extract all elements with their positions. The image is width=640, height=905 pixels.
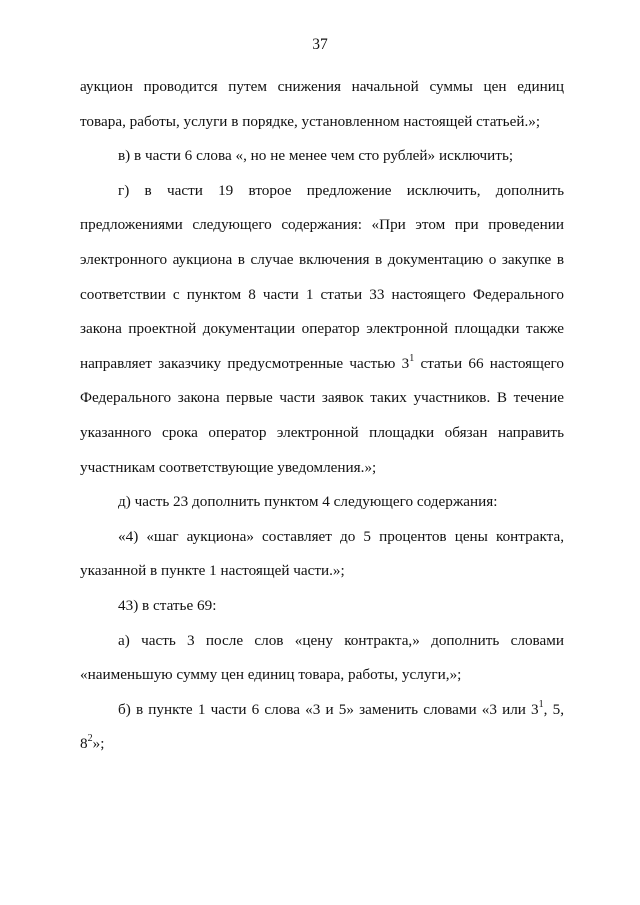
paragraph-item-a: а) часть 3 после слов «цену контракта,» дополнить словами «наименьшую сумму цен единиц товара, работы, услуги,»; <box>80 631 564 684</box>
paragraph-item-b <box>80 693 564 762</box>
paragraph-item-g-text: г) в части 19 второе предложение исключить, дополнить предложениями следующего содержания: «При этом при проведении электронного аукциона в случае включения в документацию о закупке в соответствии с пунктом 8 части 1 статьи 33 настоящего Федерального закона проектной документации оператор электронной площадки также направляет заказчику предусмотренные частью 3 <box>80 181 564 372</box>
paragraph-item-b-text: б) в пункте 1 части 6 слова «3 и 5» заменить словами «3 или 3 <box>118 700 539 718</box>
paragraph-item-g <box>80 174 564 485</box>
paragraph-auction-continuation: аукцион проводится путем снижения начальной суммы цен единиц товара, работы, услуги в порядке, установленном настоящей статьей.»; <box>80 78 564 130</box>
paragraph-item-b-text-after: »; <box>92 735 105 753</box>
paragraph-item-v: в) в части 6 слова «, но не менее чем сто рублей» исключить; <box>118 147 514 165</box>
paragraph-article-69: 43) в статье 69: <box>118 596 217 614</box>
superscript: 1 <box>538 698 544 710</box>
paragraph-item-d: д) часть 23 дополнить пунктом 4 следующего содержания: <box>118 493 498 511</box>
superscript: 1 <box>409 352 415 364</box>
page-number: 37 <box>312 36 328 53</box>
paragraph-item-b-text-mid: , 5, 8 <box>80 700 565 753</box>
document-body <box>80 70 564 762</box>
paragraph-auction-step: «4) «шаг аукциона» составляет до 5 процентов цены контракта, указанной в пункте 1 настоящей части.»; <box>80 527 564 580</box>
superscript: 2 <box>87 733 93 745</box>
paragraph-item-g-text-after: статьи 66 настоящего Федерального закона первые части заявок таких участников. В течение указанного срока оператор электронной площадки обязан направить участникам соответствующие уведомления.»; <box>80 354 565 476</box>
